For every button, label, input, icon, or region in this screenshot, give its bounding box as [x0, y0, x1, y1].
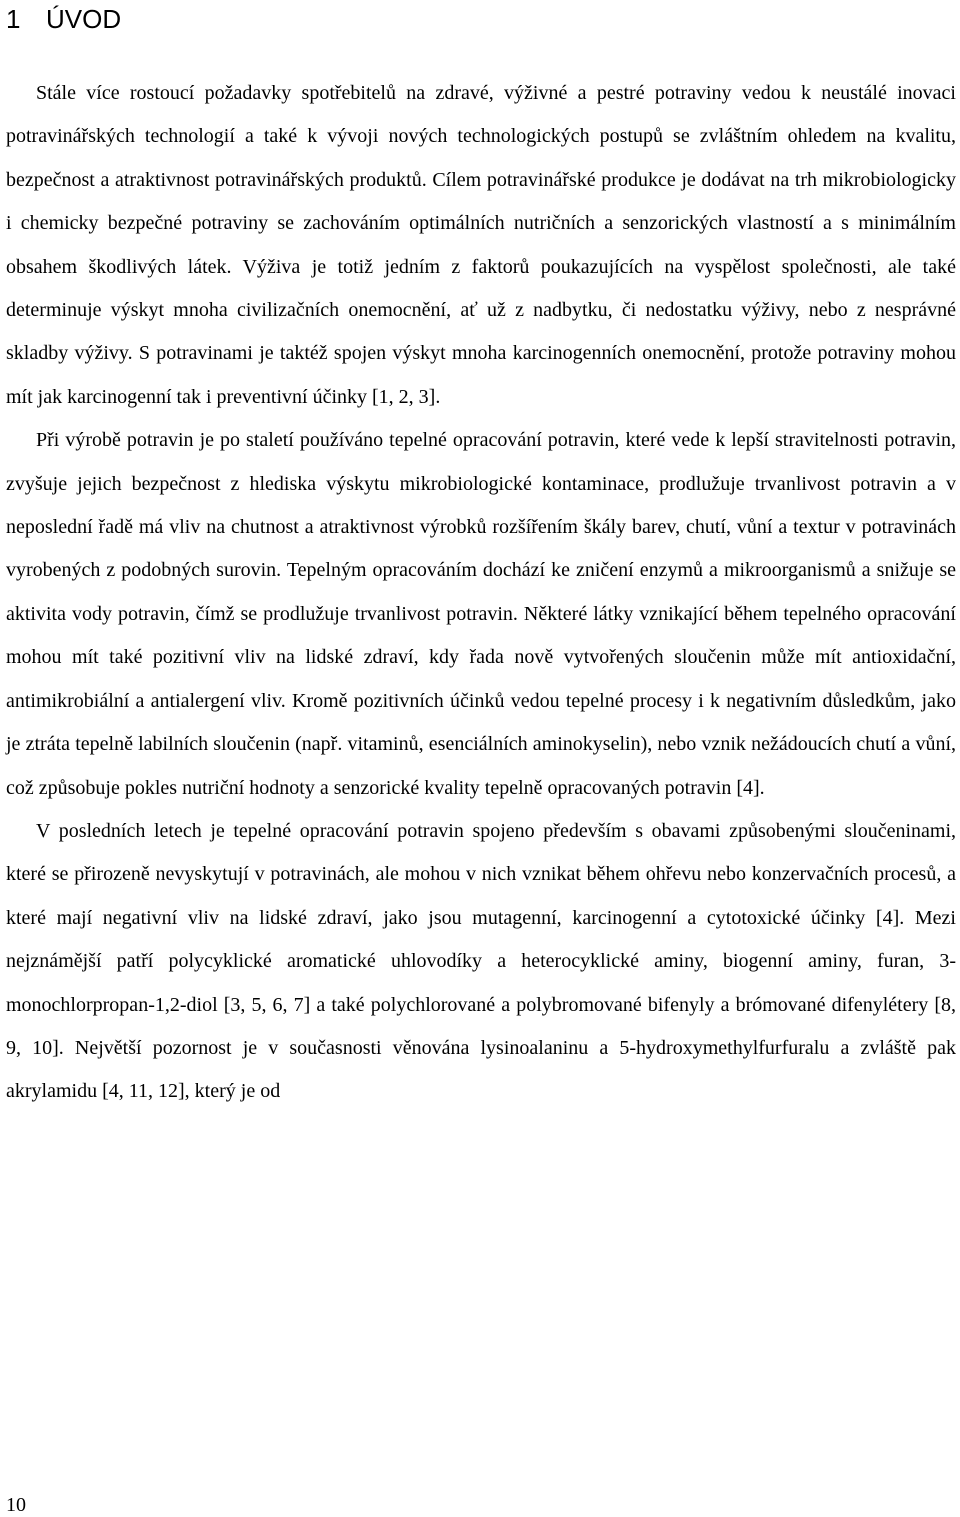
paragraph-1: Stále více rostoucí požadavky spotřebitelů na zdravé, výživné a pestré potraviny vedou k neustálé inovaci potravinářských technologií a také k vývoji nových technologických postupů se zvláštním ohledem na kvalitu, bezpečnost a atraktivnost potravinářských produktů. Cílem potravinářské produkce je dodávat na trh mikrobiologicky i chemicky bezpečné potraviny se zachováním optimálních nutričních a senzorických vlastností a s minimálním obsahem škodlivých látek. Výživa je totiž jedním z faktorů poukazujících na vyspělost společnosti, ale také determinuje výskyt mnoha civilizačních onemocnění, ať už z nadbytku, či nedostatku výživy, nebo z nesprávné skladby výživy. S potravinami je taktéž spojen výskyt mnoha karcinogenních onemocnění, protože potraviny mohou mít jak karcinogenní tak i preventivní účinky [1, 2, 3].: [6, 82, 956, 408]
page-number: 10: [6, 1494, 26, 1516]
paragraph-2: Při výrobě potravin je po staletí používáno tepelné opracování potravin, které vede k lepší stravitelnosti potravin, zvyšuje jejich bezpečnost z hlediska výskytu mikrobiologické kontaminace, prodlužuje trvanlivost potravin a v neposlední řadě má vliv na chutnost a atraktivnost výrobků rozšířením škály barev, chutí, vůní a textur v potravinách vyrobených z podobných surovin. Tepelným opracováním dochází ke zničení enzymů a mikroorganismů a snižuje se aktivita vody potravin, čímž se prodlužuje trvanlivost potravin. Některé látky vznikající během tepelného opracování mohou mít také pozitivní vliv na lidské zdraví, kdy řada nově vytvořených sloučenin může mít antioxidační, antimikrobiální a antialergení vliv. Kromě pozitivních účinků vedou tepelné procesy i k negativním důsledkům, jako je ztráta tepelně labilních sloučenin (např. vitaminů, esenciálních aminokyselin), nebo vznik nežádoucích chutí a vůní, což způsobuje pokles nutriční hodnoty a senzorické kvality tepelně opracovaných potravin [4].: [6, 429, 956, 799]
chapter-number: 1: [6, 4, 21, 34]
document-page: [6, 0, 956, 1517]
chapter-title: ÚVOD: [46, 4, 122, 34]
chapter-body: [6, 72, 956, 1114]
chapter-heading: [6, 2, 121, 36]
paragraph-3: V posledních letech je tepelné opracování potravin spojeno především s obavami způsobenými sloučeninami, které se přirozeně nevyskytují v potravinách, ale mohou v nich vznikat během ohřevu nebo konzervačních procesů, a které mají negativní vliv na lidské zdraví, jako jsou mutagenní, karcinogenní a cytotoxické účinky [4]. Mezi nejznámější patří polycyklické aromatické uhlovodíky a heterocyklické aminy, biogenní aminy, furan, 3-monochlorpropan-1,2-diol [3, 5, 6, 7] a také polychlorované a polybromované bifenyly a brómované difenylétery [8, 9, 10]. Největší pozornost je v současnosti věnována lysinoalaninu a 5-hydroxymethylfurfuralu a zvláště pak akrylamidu [4, 11, 12], který je od: [6, 819, 956, 1103]
